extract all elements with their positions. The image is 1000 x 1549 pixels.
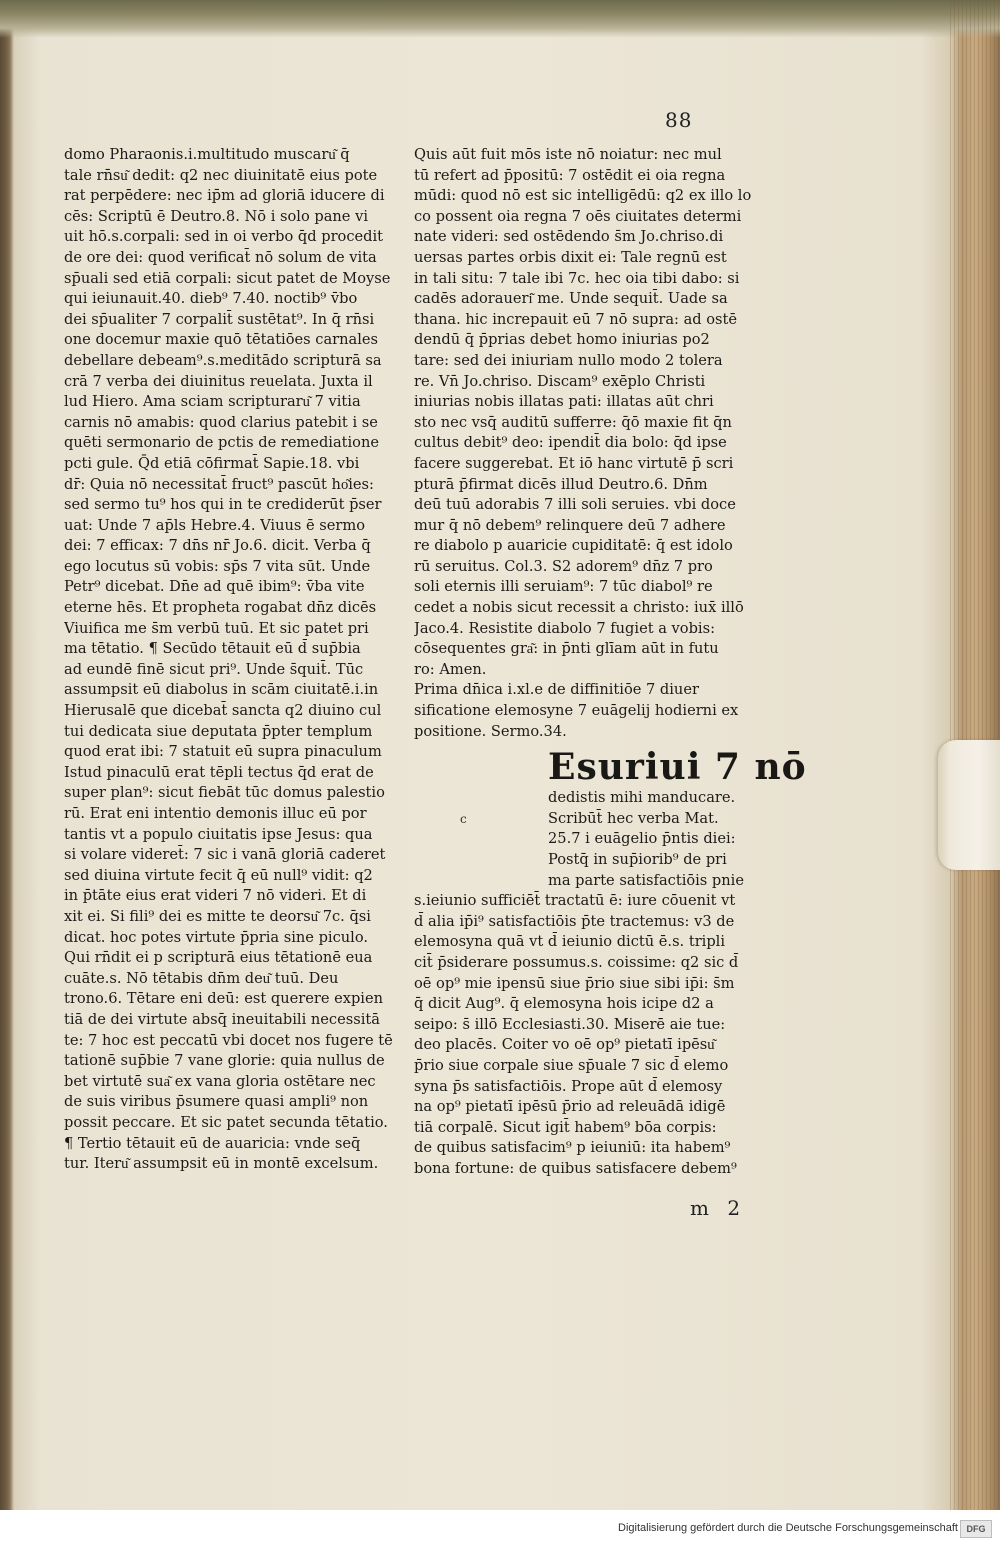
text-line: dei sp̄ualiter 7 corpalit̄ sustētat⁹. In q̄ rn̄si — [64, 310, 375, 328]
marginal-mark: c — [460, 812, 467, 826]
text-line: seipo: s̄ illō Ecclesiasti.30. Miserē aie tue: — [414, 1015, 726, 1033]
text-line: d̄ alia ip̄i⁹ satisfactiōis p̄te tractemus: v3 de — [414, 912, 735, 930]
text-line: possit peccare. Et sic patet secunda tētatio. — [64, 1113, 388, 1131]
text-line: soli eternis illi seruiam⁹: 7 tūc diabol⁹ re — [414, 578, 713, 596]
text-line: tare: sed dei iniuriam nullo modo 2 tolera — [414, 351, 723, 369]
text-line: uit hō.s.corpali: sed in oi verbo q̄d procedit — [64, 228, 384, 246]
footer-credit: Digitalisierung gefördert durch die Deutsche Forschungsgemeinschaft — [618, 1522, 958, 1534]
text-line: na op⁹ pietatī ipēsū p̄rio ad releuādā idigē — [414, 1098, 726, 1116]
text-line: uat: Unde 7 ap̄ls Hebre.4. Viuus ē sermo — [64, 516, 365, 534]
text-line: de ore dei: quod verificat̄ nō solum de vita — [64, 248, 377, 266]
text-line: cultus debit⁹ deo: ipendit̄ dia bolo: q̄d ipse — [414, 434, 727, 452]
sermon-incipit: Esuriui 7 nō — [548, 746, 807, 789]
text-line: sed diuina virtute fecit q̄ eū null⁹ vidit: q2 — [64, 866, 373, 884]
text-line: lud Hiero. Ama sciam scripturaru͂ 7 vitia — [64, 393, 361, 411]
text-line: crā 7 verba dei diuinitus reuelata. Juxta il — [64, 372, 373, 390]
text-line: ad eundē finē sicut pri⁹. Unde s̄quit̄. Tūc — [64, 660, 364, 678]
text-line: eterne hēs. Et propheta rogabat dn̄z dicēs — [64, 599, 377, 617]
sermon-indented-lines — [414, 788, 766, 891]
rubric-line: sificatione elemosyne 7 euāgelij hodierni ex — [414, 702, 739, 720]
text-line: Scribūt̄ hec verba Mat. — [548, 809, 719, 827]
text-line: dendū q̄ p̄prias debet homo iniurias po2 — [414, 331, 710, 349]
text-line: cēs: Scriptū ē Deutro.8. Nō i solo pane vi — [64, 207, 368, 225]
text-line: quēti sermonario de pctis de remediatione — [64, 434, 380, 452]
text-line: ego locutus sū vobis: sp̄s 7 vita sūt. Unde — [64, 557, 371, 575]
text-line: syna p̄s satisfactiōis. Prope aūt d̄ elemosy — [414, 1077, 723, 1095]
text-line: tationē sup̄bie 7 vane glorie: quia nullus de — [64, 1052, 385, 1070]
text-line: de quibus satisfacim⁹ p ieiuniū: ita habem⁹ — [414, 1139, 731, 1157]
text-line: oē op⁹ mie ipensū siue p̄rio siue sibi ip̄i: s̄m — [414, 974, 735, 992]
text-line: p̄rio siue corpale siue sp̄uale 7 sic d̄ elemo — [414, 1056, 729, 1074]
rubric-line: Prima dn̄ica i.xl.e de diffinitiōe 7 diuer — [414, 681, 699, 699]
text-line: pturā p̄firmat dicēs illud Deutro.6. Dn̄m — [414, 475, 708, 493]
text-line: one docemur maxie quō tētatiōes carnales — [64, 331, 379, 349]
rubric-line: positione. Sermo.34. — [414, 722, 567, 740]
text-line: facere suggerebat. Et iō hanc virtutē p̄ scri — [414, 454, 734, 472]
text-line: Postq̄ in sup̄iorib⁹ de pri — [548, 851, 727, 868]
text-line: tui dedicata siue deputata p̄pter templum — [64, 722, 373, 740]
text-line: re. Vn̄ Jo.chriso. Discam⁹ exēplo Christi — [414, 372, 706, 390]
text-line: si volare videret̄: 7 sic i vanā gloriā caderet — [64, 846, 386, 864]
text-line: tiā de dei virtute absq̄ ineuitabili necessitā — [64, 1010, 380, 1028]
text-line: cadēs adoraueri͂ me. Unde sequit̄. Uade sa — [414, 290, 728, 308]
text-line: tantis vt a populo ciuitatis ipse Jesus: qua — [64, 825, 373, 843]
sermon-body — [414, 891, 766, 1179]
text-line: quod erat ibi: 7 statuit eū supra pinaculum — [64, 743, 382, 761]
text-line: in tali situ: 7 tale ibi 7c. hec oia tibi dabo: si — [414, 269, 740, 287]
text-line: bet virtutē sua͂ ex vana gloria ostētare nec — [64, 1072, 376, 1090]
text-line: cōsequentes gra͂: in p̄nti glīam aūt in futu — [414, 640, 719, 658]
text-line: Qui rn̄dit ei p scripturā eius tētationē eua — [64, 949, 373, 967]
text-line: Quis aūt fuit mōs iste nō noiatur: nec mul — [414, 146, 722, 163]
text-line: Hierusalē que dicebat̄ sancta q2 diuino cul — [64, 702, 382, 720]
text-line: deū tuū adorabis 7 illi soli seruies. vbi doce — [414, 496, 736, 514]
text-line: sed sermo tu⁹ hos qui in te crediderūt p̄ser — [64, 496, 382, 514]
text-line: dedistis mihi manducare. — [548, 789, 736, 807]
text-line: q̄ dicit Aug⁹. q̄ elemosyna hois icipe d2 a — [414, 995, 714, 1013]
text-line: carnis nō amabis: quod clarius patebit i se — [64, 413, 378, 431]
text-line: sto nec vsq̄ auditū sufferre: q̄ō maxie fit q̄n — [414, 413, 732, 431]
left-column — [64, 145, 400, 1175]
text-line: dr̄: Quia nō necessitat̄ fruct⁹ pascūt ho͂ies: — [64, 475, 374, 493]
text-line: thana. hic increpauit eū 7 nō supra: ad ostē — [414, 310, 738, 328]
text-line: pcti gule. Q̄d etiā cōfirmat̄ Sapie.18. vbi — [64, 454, 360, 472]
text-line: cedet a nobis sicut recessit a christo: iux̄ illō — [414, 599, 744, 617]
text-line: tur. Iteru͂ assumpsit eū in montē excelsum. — [64, 1155, 379, 1173]
right-column-text — [414, 145, 766, 680]
text-line: nate videri: sed ostēdendo s̄m Jo.chriso.di — [414, 228, 724, 246]
text-line: xit ei. Si fili⁹ dei es mitte te deorsu͂ 7c. q̄si — [64, 907, 371, 925]
text-line: in p̄tāte eius erat videri 7 nō videri. Et di — [64, 887, 367, 905]
digitization-footer — [0, 1510, 1000, 1549]
right-column — [414, 145, 807, 1180]
text-line: mur q̄ nō debem⁹ relinquere deū 7 adhere — [414, 516, 726, 534]
page-clip — [938, 740, 1000, 870]
text-line: bona fortune: de quibus satisfacere debem⁹ — [414, 1159, 737, 1177]
text-line: de suis viribus p̄sumere quasi ampli⁹ non — [64, 1093, 369, 1111]
text-line: te: 7 hoc est peccatū vbi docet nos fugere tē — [64, 1031, 393, 1049]
folio-number: 88 — [665, 108, 693, 132]
text-line: ¶ Tertio tētauit eū de auaricia: vnde seq̄ — [64, 1134, 361, 1152]
text-line: cuāte.s. Nō tētabis dn̄m deu͂ tuū. Deu — [64, 969, 339, 987]
binding-top-edge — [0, 0, 1000, 38]
text-line: rū seruitus. Col.3. S2 adorem⁹ dn̄z 7 pro — [414, 557, 713, 575]
text-line: mūdi: quod nō est sic intelligēdū: q2 ex illo lo — [414, 187, 752, 205]
text-line: dei: 7 efficax: 7 dn̄s nr̄ Jo.6. dicit. Verba q̄ — [64, 537, 371, 555]
text-line: elemosyna quā vt d̄ ieiunio dictū ē.s. tripli — [414, 933, 726, 951]
dfg-logo-icon: DFG — [960, 1520, 992, 1538]
text-line: domo Pharaonis.i.multitudo muscaru͂ q̄ — [64, 146, 350, 163]
text-line: super plan⁹: sicut fiebāt tūc domus palestio — [64, 784, 385, 802]
text-line: tū refert ad p̄positū: 7 ostēdit ei oia regna — [414, 166, 726, 184]
text-line: ma tētatio. ¶ Secūdo tētauit eū d̄ sup̄bia — [64, 640, 361, 658]
text-line: ma parte satisfactiōis pnie — [548, 871, 744, 889]
text-line: dicat. hoc potes virtute p̄pria sine piculo. — [64, 928, 368, 946]
text-line: Petr⁹ dicebat. Dn̄e ad quē ibim⁹: v̄ba vite — [64, 578, 365, 596]
text-line: Istud pinaculū erat tēpli tectus q̄d erat de — [64, 763, 374, 781]
text-line: qui ieiunauit.40. dieb⁹ 7.40. noctib⁹ v̄bo — [64, 290, 358, 308]
sermon-rubric — [414, 680, 766, 742]
text-line: rat perpēdere: nec ip̄m ad gloriā iducere di — [64, 187, 385, 205]
text-line: Viuifica me s̄m verbū tuū. Et sic patet pri — [64, 619, 369, 637]
text-line: trono.6. Tētare eni deū: est querere expien — [64, 990, 384, 1008]
text-line: uersas partes orbis dixit ei: Tale regnū est — [414, 248, 727, 266]
text-line: rū. Erat eni intentio demonis illuc eū por — [64, 805, 367, 822]
text-line: tale rn̄su͂ dedit: q2 nec diuinitatē eius pote — [64, 166, 378, 184]
text-line: deo placēs. Coiter vo oē op⁹ pietatī ipēsu͂ — [414, 1036, 715, 1054]
text-line: debellare debeam⁹.s.meditādo scripturā sa — [64, 351, 382, 369]
text-line: ro: Amen. — [414, 660, 487, 678]
text-line: Jaco.4. Resistite diabolo 7 fugiet a vobis: — [414, 619, 715, 637]
text-line: sp̄uali sed etiā corpali: sicut patet de Moyse — [64, 269, 391, 287]
text-line: iniurias nobis illatas pati: illatas aūt chri — [414, 393, 714, 411]
text-line: s.ieiunio sufficiēt̄ tractatū ē: iure cōuenit vt — [414, 892, 736, 910]
text-line: 25.7 i euāgelio p̄ntis diei: — [548, 830, 736, 848]
text-line: assumpsit eū diabolus in scām ciuitatē.i.in — [64, 681, 379, 699]
signature-mark: m 2 — [690, 1196, 747, 1220]
text-line: re diabolo p auaricie cupiditatē: q̄ est idolo — [414, 537, 733, 555]
text-line: tiā corpalē. Sicut igit̄ habem⁹ bōa corpis: — [414, 1118, 717, 1136]
text-line: cit̄ p̄siderare possumus.s. coissime: q2 sic d̄ — [414, 953, 739, 971]
text-line: co possent oia regna 7 oēs ciuitates determi — [414, 207, 742, 225]
